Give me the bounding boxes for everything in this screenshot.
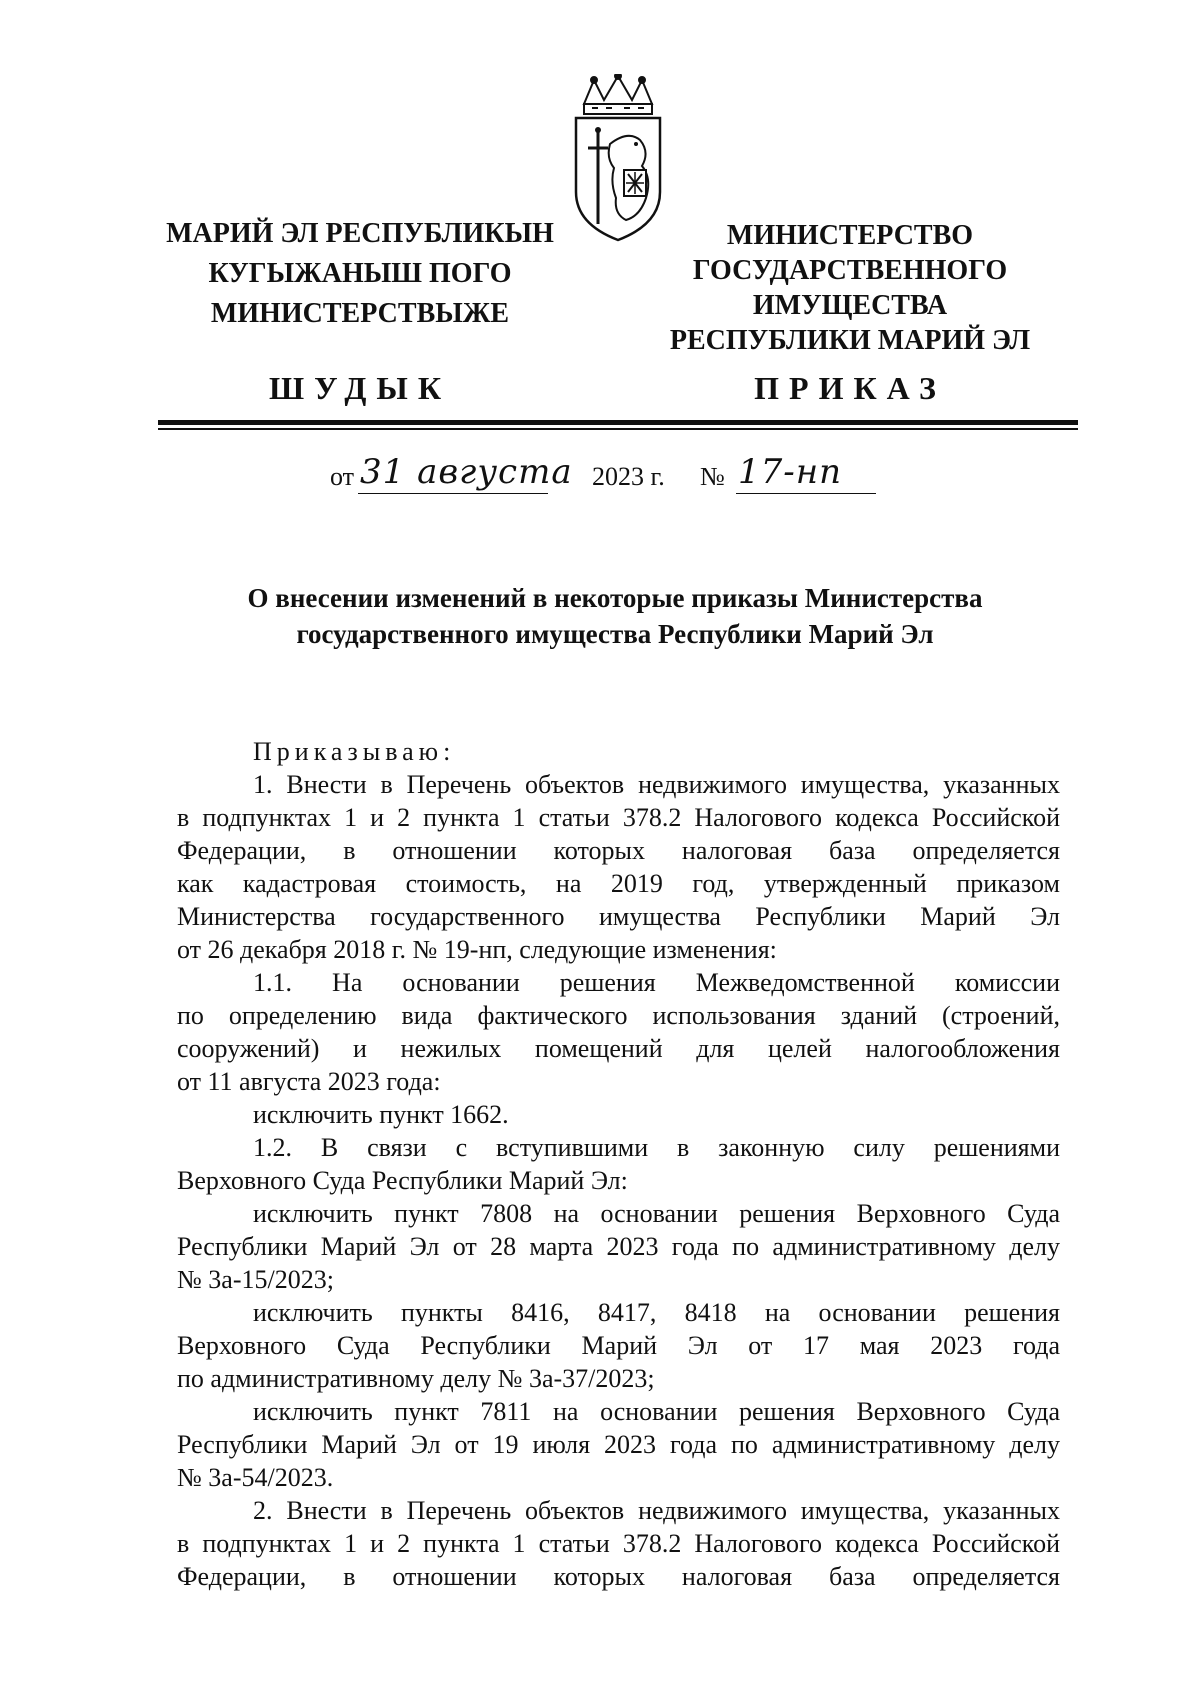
title-line: государственного имущества Республики Марий Эл bbox=[296, 619, 934, 649]
date-underline bbox=[358, 493, 548, 494]
paragraph-line: по административному делу № 3а-37/2023; bbox=[177, 1364, 655, 1393]
order-word: Приказываю: bbox=[253, 737, 456, 766]
document-body bbox=[177, 735, 1060, 1593]
paragraph-2 bbox=[177, 1494, 1060, 1593]
number-handwritten: 17-нп bbox=[738, 452, 843, 492]
paragraph-line: в подпунктах 1 и 2 пункта 1 статьи 378.2 Налогового кодекса Российской bbox=[177, 1529, 1060, 1558]
header-left-line: КУГЫЖАНЫШ ПОГО bbox=[208, 258, 512, 289]
paragraph-line: исключить пункт 7808 на основании решения Верховного Суда bbox=[253, 1199, 1060, 1228]
paragraph-line: Республики Марий Эл от 28 марта 2023 года по административному делу bbox=[177, 1232, 1060, 1261]
date-year: 2023 г. bbox=[592, 462, 665, 491]
header-right-line: РЕСПУБЛИКИ МАРИЙ ЭЛ bbox=[669, 325, 1031, 356]
paragraph-line: № 3а-15/2023; bbox=[177, 1265, 334, 1294]
paragraph-line: Верховного Суда Республики Марий Эл от 17 мая 2023 года bbox=[177, 1331, 1060, 1360]
paragraph-line: в подпунктах 1 и 2 пункта 1 статьи 378.2 Налогового кодекса Российской bbox=[177, 803, 1060, 832]
paragraph-line: Федерации, в отношении которых налоговая база определяется bbox=[177, 1562, 1060, 1591]
paragraph-line: как кадастровая стоимость, на 2019 год, утвержденный приказом bbox=[177, 869, 1060, 898]
header-left-line: МАРИЙ ЭЛ РЕСПУБЛИКЫН bbox=[166, 218, 554, 249]
paragraph-line: Федерации, в отношении которых налоговая база определяется bbox=[177, 836, 1060, 865]
paragraph-line: сооружений) и нежилых помещений для целей налогообложения bbox=[177, 1034, 1060, 1063]
date-handwritten: 31 августа bbox=[360, 452, 573, 492]
header-left-line: МИНИСТЕРСТВЫЖЕ bbox=[210, 298, 510, 329]
header-left-ministry-name bbox=[150, 220, 570, 340]
paragraph-line: исключить пункт 1662. bbox=[253, 1100, 509, 1129]
paragraph-1-2 bbox=[177, 1131, 1060, 1494]
paragraph-line: 2. Внести в Перечень объектов недвижимого имущества, указанных bbox=[253, 1496, 1060, 1525]
paragraph-1-1 bbox=[177, 966, 1060, 1131]
paragraph-line: исключить пункты 8416, 8417, 8418 на основании решения bbox=[253, 1298, 1060, 1327]
paragraph-line: от 11 августа 2023 года: bbox=[177, 1067, 441, 1096]
coat-of-arms-emblem bbox=[570, 74, 666, 244]
paragraph-line: исключить пункт 7811 на основании решения Верховного Суда bbox=[253, 1397, 1060, 1426]
header-right-ministry-name bbox=[660, 222, 1040, 362]
doc-type-russian: ПРИКАЗ bbox=[754, 370, 946, 406]
number-underline bbox=[736, 493, 876, 494]
paragraph-line: № 3а-54/2023. bbox=[177, 1463, 334, 1492]
header-right-line: ИМУЩЕСТВА bbox=[752, 290, 948, 321]
title-line: О внесении изменений в некоторые приказы Министерства bbox=[247, 583, 983, 613]
header-right-line: МИНИСТЕРСТВО bbox=[726, 220, 974, 251]
paragraph-line: 1. Внести в Перечень объектов недвижимого имущества, указанных bbox=[253, 770, 1060, 799]
document-title bbox=[150, 580, 1080, 652]
paragraph-line: от 26 декабря 2018 г. № 19-нп, следующие изменения: bbox=[177, 935, 777, 964]
paragraph-line: 1.2. В связи с вступившими в законную силу решениями bbox=[253, 1133, 1060, 1162]
doc-type-mari: ШУДЫК bbox=[268, 370, 452, 406]
number-sign: № bbox=[700, 462, 725, 491]
paragraph-line: 1.1. На основании решения Межведомственной комиссии bbox=[253, 968, 1060, 997]
date-number-line bbox=[0, 450, 1200, 500]
paragraph-1 bbox=[177, 768, 1060, 966]
paragraph-line: Верховного Суда Республики Марий Эл: bbox=[177, 1166, 628, 1195]
paragraph-line: Министерства государственного имущества Республики Марий Эл bbox=[177, 902, 1060, 931]
date-prefix: от bbox=[330, 462, 355, 491]
paragraph-line: по определению вида фактического использования зданий (строений, bbox=[177, 1001, 1060, 1030]
header-divider-thin bbox=[158, 428, 1078, 430]
header-right-line: ГОСУДАРСТВЕННОГО bbox=[692, 255, 1008, 286]
header-divider-thick bbox=[158, 420, 1078, 425]
paragraph-line: Республики Марий Эл от 19 июля 2023 года по административному делу bbox=[177, 1430, 1060, 1459]
